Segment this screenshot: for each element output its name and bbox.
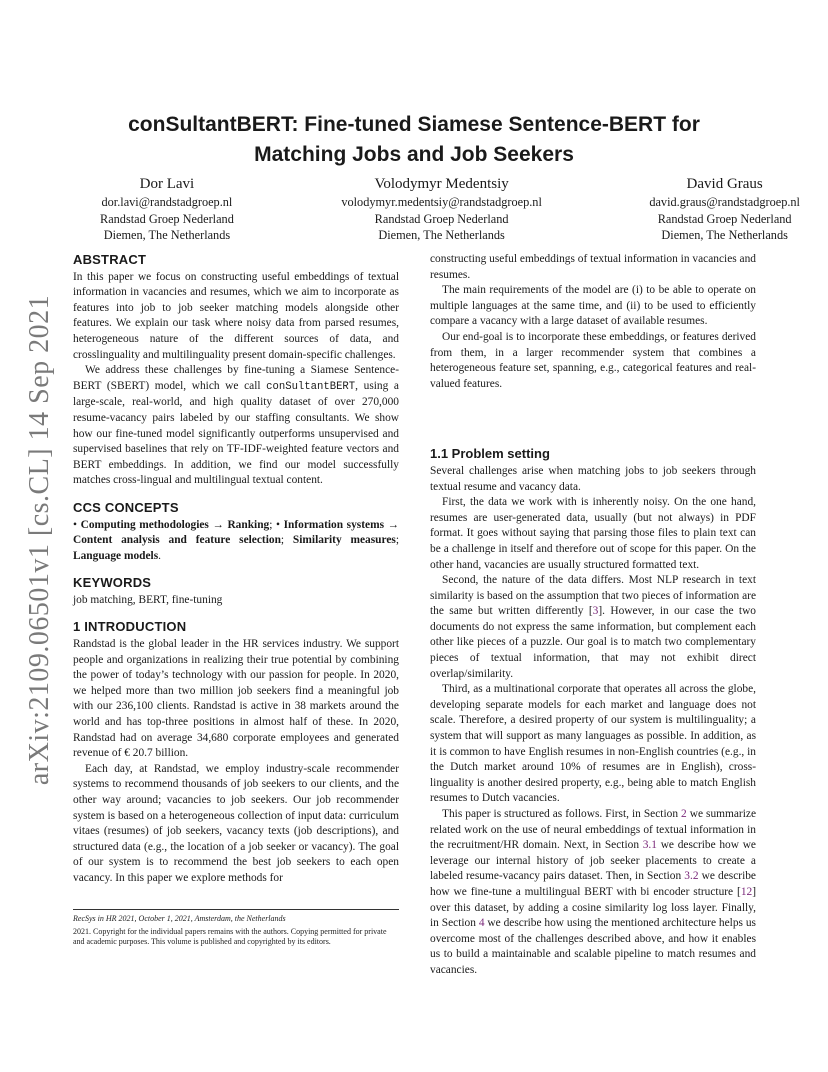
venue-note: RecSys in HR 2021, October 1, 2021, Amsterdam, the Netherlands (73, 914, 286, 923)
right-column (430, 252, 756, 979)
intro-paragraph: The main requirements of the model are (i) to be able to operate on multiple languages at the same time, and (ii) to be used to efficiently compare a vacancy with a large dataset of available resumes. (430, 284, 756, 328)
intro-paragraph: Randstad is the global leader in the HR services industry. We support people and organizations in realizing their true potential by combining the power of today’s technology with our passion for people. In 2020, we helped more than two million job seekers find a meaningful job with our 236,100 clients. Randstad is active in 38 markets around the world and has top-three positions in almost half of these. In 2020, Randstad had on average 34,680 corporate employees and generated revenue of € 20.7 billion. (73, 638, 399, 760)
title-line-2: Matching Jobs and Job Seekers (254, 143, 574, 166)
section-link[interactable]: 4 (478, 917, 485, 930)
author-1 (100, 174, 234, 244)
author-name: David Graus (686, 176, 763, 192)
citation-link[interactable]: 12 (740, 885, 753, 898)
intro-paragraph: constructing useful embeddings of textual information in vacancies and resumes. (430, 253, 756, 281)
left-column (73, 252, 399, 887)
copyright-note: 2021. Copyright for the individual papers remains with the authors. Copying permitted for private and academic purposes. This volume is published and copyrighted by its editors. (73, 927, 387, 946)
section-link[interactable]: 3.1 (642, 839, 657, 852)
ccs-heading: CCS CONCEPTS (73, 499, 179, 515)
author-affiliation: Randstad Groep Nederland (374, 211, 509, 226)
ccs-concepts: • Computing methodologies → Ranking; • Information systems → Content analysis and feature selection; Similarity measures; Language models. (73, 518, 400, 562)
model-name: conSultantBERT (266, 380, 356, 393)
author-name: Dor Lavi (139, 176, 195, 192)
footnote (73, 909, 399, 947)
problem-paragraph: Several challenges arise when matching jobs to job seekers through textual resume and vacancy data. (430, 464, 756, 493)
author-3 (649, 174, 800, 244)
author-email[interactable]: volodymyr.medentsiy@randstadgroep.nl (341, 195, 542, 209)
author-location: Diemen, The Netherlands (661, 228, 788, 242)
author-2 (341, 174, 542, 244)
abstract-paragraph: In this paper we focus on constructing useful embeddings of textual information in vacancies and resumes, which we aim to incorporate as features into job to job seeker matching models alongside other features. We explain our task where noisy data from parsed resumes, heterogeneous nature of the different sources of data, and crosslinguality and multilinguality present domain-specific challenges. (73, 270, 399, 361)
title-line-1: conSultantBERT: Fine-tuned Siamese Sentence-BERT for (128, 113, 700, 136)
problem-paragraph: Second, the nature of the data differs. Most NLP research in text similarity is based on the assumption that two pieces of information are the same but written differently [3]. However, in our case the two documents do not express the same information, but complement each other like pieces of a puzzle. Our goal is to match two complementary pieces of textual information, that may not exhibit direct overlap/similarity. (430, 574, 756, 680)
citation-link[interactable]: 3 (592, 605, 599, 618)
author-affiliation: Randstad Groep Nederland (657, 211, 792, 226)
problem-setting-heading: 1.1 Problem setting (430, 446, 550, 462)
author-email[interactable]: dor.lavi@randstadgroep.nl (101, 195, 233, 209)
author-location: Diemen, The Netherlands (103, 228, 231, 242)
author-name: Volodymyr Medentsiy (374, 176, 509, 192)
abstract-paragraph: We address these challenges by fine-tuning a Siamese Sentence-BERT (SBERT) model, which we call conSultantBERT, using a large-scale, real-world, and high quality dataset of over 270,000 resume-vacancy pairs labeled by our staffing consultants. We show how our fine-tuned model significantly outperforms unsupervised and supervised baselines that rely on TF-IDF-weighted feature vectors and BERT embeddings. In addition, we find our model successfully matches cross-lingual and multilingual textual content. (73, 364, 399, 487)
arxiv-identifier: arXiv:2109.06501v1 [cs.CL] 14 Sep 2021 (24, 294, 55, 786)
abstract-heading: ABSTRACT (73, 252, 147, 267)
author-location: Diemen, The Netherlands (378, 228, 505, 242)
problem-paragraph: First, the data we work with is inherently noisy. On the one hand, resumes are user-generated data, usually (but not always) in PDF format. It goes without saying that parsing those files to plain text can be a challenge in itself and therefore out of scope for this paper. On the other hand, vacancies are usually structured formatted text. (430, 496, 756, 571)
paper-title (0, 110, 828, 170)
author-block (100, 174, 800, 244)
section-link[interactable]: 3.2 (684, 870, 699, 883)
keywords-heading: KEYWORDS (73, 575, 152, 591)
intro-paragraph: Our end-goal is to incorporate these embeddings, or features derived from them, in a larger recommender system that combines a heterogeneous feature set, spanning, e.g., categorical features and real-valued features. (430, 330, 756, 390)
author-email[interactable]: david.graus@randstadgroep.nl (649, 195, 800, 209)
keywords-text: job matching, BERT, fine-tuning (73, 593, 223, 606)
author-affiliation: Randstad Groep Nederland (100, 211, 234, 226)
problem-paragraph: Third, as a multinational corporate that operates all across the globe, developing separate models for each market and language does not scale. Therefore, a desired property of our system is multilinguality; a system that will support as many languages as possible. In addition, as it is common to have English resumes in non-English countries (e.g., in the Dutch market around 10% of resumes are in English), cross-linguality is another desired property, e.g., being able to match English resumes to Dutch vacancies. (430, 683, 756, 805)
problem-paragraph: This paper is structured as follows. First, in Section 2 we summarize related work on the use of neural embeddings of textual information in the recruitment/HR domain. Next, in Section 3.1 we describe how we leverage our internal history of job seeker placements to create a labeled resume-vacancy pairs dataset. Then, in Section 3.2 we describe how we fine-tune a multilingual BERT with bi encoder structure [12] over this dataset, by adding a cosine similarity log loss layer. Finally, in Section 4 we describe how using the mentioned architecture helps us overcome most of the challenges described above, and how it enables us to build a maintainable and scalable pipeline to match resumes and vacancies. (430, 808, 757, 976)
introduction-heading: 1 INTRODUCTION (73, 619, 187, 635)
section-link[interactable]: 2 (681, 808, 687, 820)
intro-paragraph: Each day, at Randstad, we employ industry-scale recommender systems to recommend thousands of job seekers to our clients, and the other way around; vacancies to job seekers. Our job recommender system is based on a heterogeneous collection of input data: curriculum vitaes (resumes) of job seekers, vacancy texts (job descriptions), and structured data (e.g., the location of a job seeker or vacancy). The goal of our system is to recommend the best job seekers to each open vacancy. In this paper we explore methods for (73, 762, 399, 884)
